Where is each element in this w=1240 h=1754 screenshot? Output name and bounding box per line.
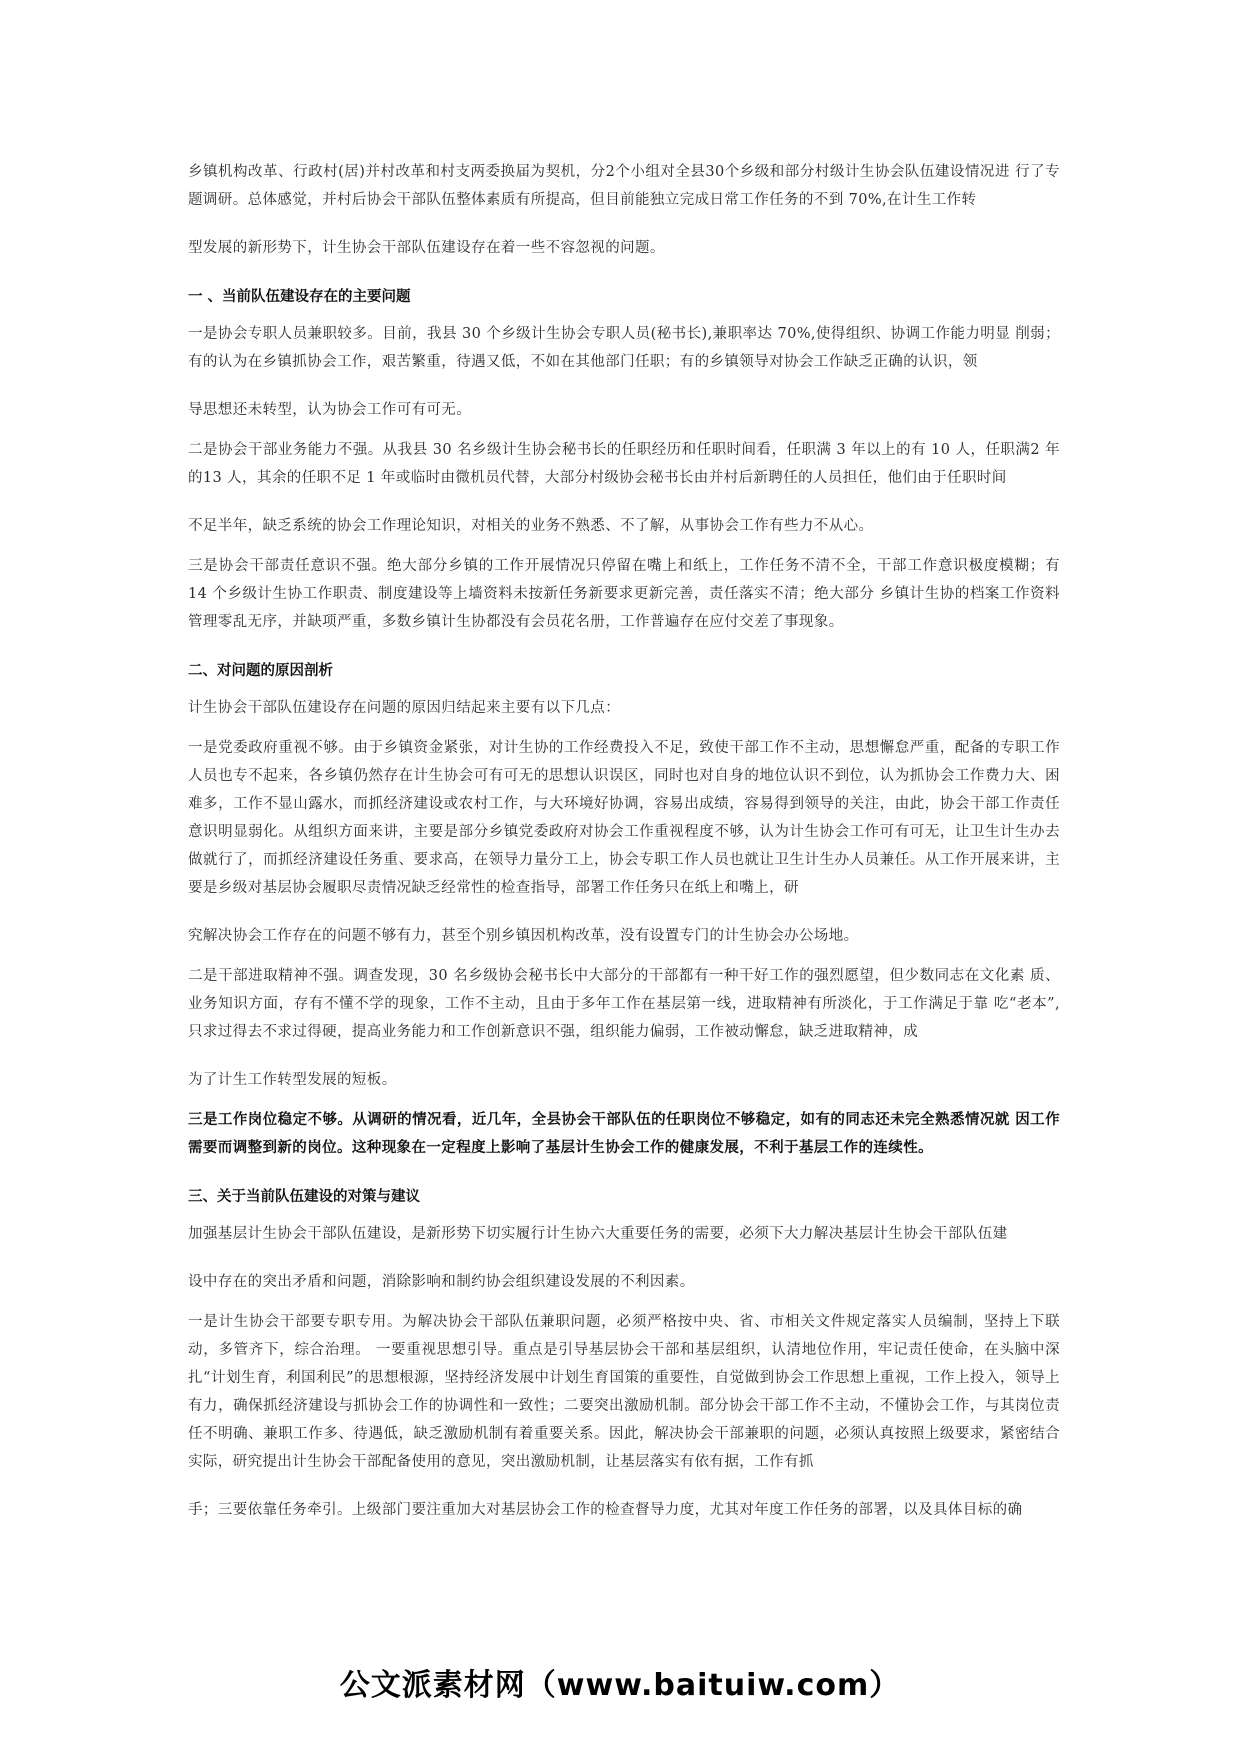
paragraph: 一是计生协会干部要专职专用。为解决协会干部队伍兼职问题，必须严格按中央、省、市相关文件规定落实人员编制，坚持上下联动，多管齐下，综合治理。 一要重视思想引导。重点是引导基层协会干部和基层组织，认清地位作用，牢记责任使命，在头脑中深扎“计划生育，利国利民”的思想根源，坚持经济发展中计划生育国策的重要性，自觉做到协会工作思想上重视，工作上投入，领导上有力，确保抓经济建设与抓协会工作的协调性和一致性；二要突出激励机制。部分协会干部工作不主动，不懂协会工作，与其岗位责任不明确、兼职工作多、待遇低，缺乏激励机制有着重要关系。因此，解决协会干部兼职的问题，必须认真按照上级要求，紧密结合实际，研究提出计生协会干部配备使用的意见，突出激励机制，让基层落实有依有据，工作有抓 bbox=[188, 1314, 1060, 1470]
paragraph: 乡镇机构改革、行政村(居)并村改革和村支两委换届为契机，分2个小组对全县30个乡级和部分村级计生协会队伍建设情况进 行了专题调研。总体感觉，并村后协会干部队伍整体素质有所提高，但目前能独立完成日常工作任务的不到 70%,在计生工作转 bbox=[188, 164, 1060, 208]
paragraph: 为了计生工作转型发展的短板。 bbox=[188, 1072, 397, 1088]
section-heading-3: 三、关于当前队伍建设的对策与建议 bbox=[188, 1189, 420, 1205]
paragraph: 导思想还未转型，认为协会工作可有可无。 bbox=[188, 402, 472, 418]
paragraph: 型发展的新形势下，计生协会干部队伍建设存在着一些不容忽视的问题。 bbox=[188, 240, 665, 256]
paragraph: 二是干部进取精神不强。调查发现，30 名乡级协会秘书长中大部分的干部都有一种干好工作的强烈愿望，但少数同志在文化素 质、业务知识方面，存有不懂不学的现象，工作不主动，且由于多年工作在基层第一线，进取精神有所淡化，于工作满足于靠 吃“老本”,只求过得去不求过得硬，提高业务能力和工作创新意识不强，组织能力偏弱，工作被动懈怠，缺乏进取精神，成 bbox=[188, 968, 1060, 1040]
paragraph: 计生协会干部队伍建设存在问题的原因归结起来主要有以下几点： bbox=[188, 700, 621, 716]
paragraph: 设中存在的突出矛盾和问题，消除影响和制约协会组织建设发展的不利因素。 bbox=[188, 1274, 695, 1290]
section-heading-1: 一 、当前队伍建设存在的主要问题 bbox=[188, 289, 411, 305]
footer-watermark: 公文派素材网（www.baituiw.com） bbox=[339, 1668, 901, 1703]
paragraph: 究解决协会工作存在的问题不够有力，甚至个别乡镇因机构改革，没有设置专门的计生协会办公场地。 bbox=[188, 928, 859, 944]
section-heading-2: 二、对问题的原因剖析 bbox=[188, 663, 333, 679]
document-body bbox=[188, 158, 1060, 1536]
paragraph: 加强基层计生协会干部队伍建设，是新形势下切实履行计生协六大重要任务的需要，必须下大力解决基层计生协会干部队伍建 bbox=[188, 1226, 1008, 1242]
paragraph: 一是党委政府重视不够。由于乡镇资金紧张，对计生协的工作经费投入不足，致使干部工作不主动，思想懈怠严重，配备的专职工作人员也专不起来，各乡镇仍然存在计生协会可有可无的思想认识误区，同时也对自身的地位认识不到位，认为抓协会工作费力大、困难多，工作不显山露水，而抓经济建设或农村工作，与大环境好协调，容易出成绩，容易得到领导的关注，由此，协会干部工作责任意识明显弱化。从组织方面来讲，主要是部分乡镇党委政府对协会工作重视程度不够，认为计生协会工作可有可无，让卫生计生办去做就行了，而抓经济建设任务重、要求高，在领导力量分工上，协会专职工作人员也就让卫生计生办人员兼任。从工作开展来讲，主要是乡级对基层协会履职尽责情况缺乏经常性的检查指导，部署工作任务只在纸上和嘴上，研 bbox=[188, 740, 1060, 896]
bold-paragraph: 三是工作岗位稳定不够。从调研的情况看，近几年，全县协会干部队伍的任职岗位不够稳定，如有的同志还未完全熟悉情况就 因工作需要而调整到新的岗位。这种现象在一定程度上影响了基层计生协会工作的健康发展，不利于基层工作的连续性。 bbox=[188, 1112, 1060, 1156]
paragraph: 三是协会干部责任意识不强。绝大部分乡镇的工作开展情况只停留在嘴上和纸上，工作任务不清不全，干部工作意识极度模糊；有 14 个乡级计生协工作职责、制度建设等上墙资料未按新任务新要求更新完善，责任落实不清；绝大部分 乡镇计生协的档案工作资料管理零乱无序，并缺项严重，多数乡镇计生协都没有会员花名册，工作普遍存在应付交差了事现象。 bbox=[188, 558, 1060, 630]
paragraph: 二是协会干部业务能力不强。从我县 30 名乡级计生协会秘书长的任职经历和任职时间看，任职满 3 年以上的有 10 人，任职满2 年的13 人，其余的任职不足 1 年或临时由微机员代替，大部分村级协会秘书长由并村后新聘任的人员担任，他们由于任职时间 bbox=[188, 442, 1060, 486]
paragraph: 手；三要依靠任务牵引。上级部门要注重加大对基层协会工作的检查督导力度，尤其对年度工作任务的部署，以及具体目标的确 bbox=[188, 1502, 1023, 1518]
paragraph: 不足半年，缺乏系统的协会工作理论知识，对相关的业务不熟悉、不了解，从事协会工作有些力不从心。 bbox=[188, 518, 874, 534]
paragraph: 一是协会专职人员兼职较多。目前，我县 30 个乡级计生协会专职人员(秘书长),兼职率达 70%,使得组织、协调工作能力明显 削弱；有的认为在乡镇抓协会工作，艰苦繁重，待遇又低，不如在其他部门任职；有的乡镇领导对协会工作缺乏正确的认识，领 bbox=[188, 326, 1060, 370]
